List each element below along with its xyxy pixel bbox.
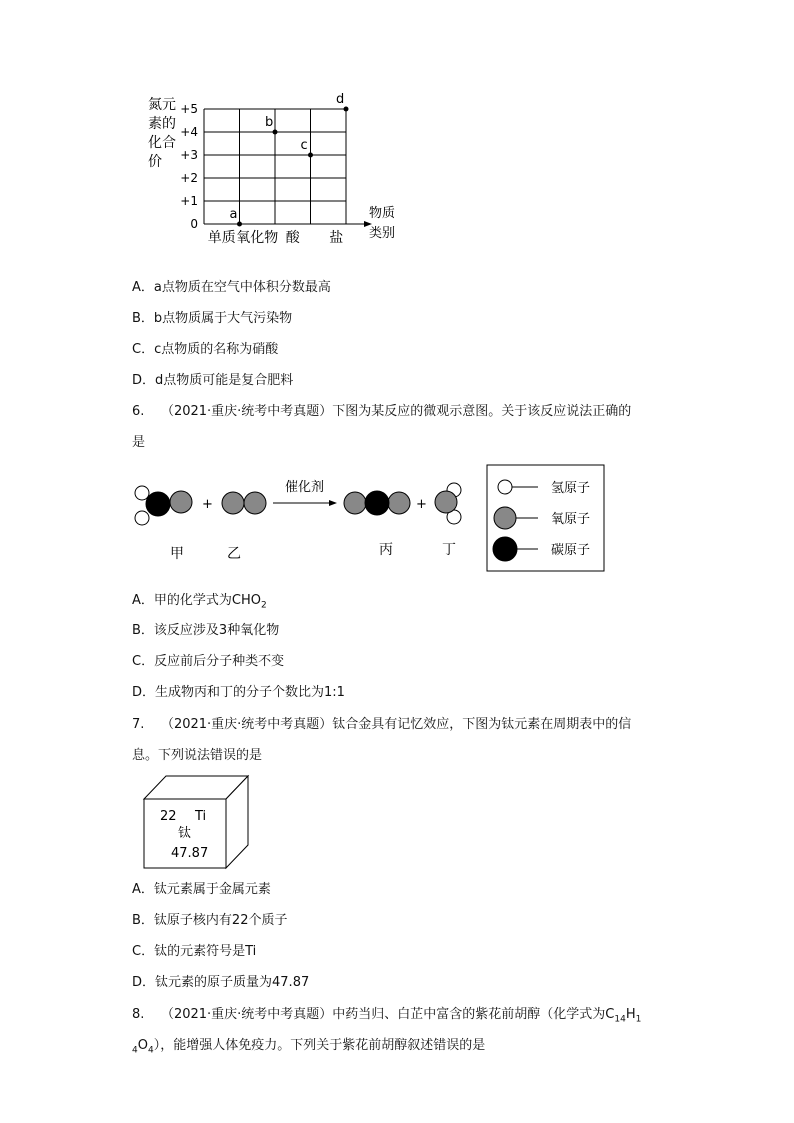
q7-option-d: D．钛元素的原子质量为47.87 <box>132 975 310 990</box>
q8-stem: 8. （2021·重庆·统考中考真题）中药当归、白芷中富含的紫花前胡醇（化学式为$C_{14}H_1$ <box>132 1007 642 1025</box>
q6-stem-cont: 是 <box>132 435 146 450</box>
molecule-jia <box>135 486 192 525</box>
molecule-ding <box>435 483 461 524</box>
x-category-label: 氧化物 <box>236 230 279 246</box>
y-axis-label-line: 氮元 <box>148 97 176 113</box>
data-point-a <box>237 222 242 227</box>
x-category-label: 单质 <box>207 230 236 246</box>
q5-option-c: C．c点物质的名称为硝酸 <box>132 342 279 357</box>
oxygen-atom-icon <box>494 507 516 529</box>
legend-oxygen: 氧原子 <box>551 512 591 527</box>
element-symbol: Ti <box>195 809 207 824</box>
y-tick-label: +1 <box>180 194 198 208</box>
q7-option-c: C．钛的元素符号是Ti <box>132 944 257 959</box>
y-tick-label: +2 <box>180 171 198 185</box>
q7-option-a: A．钛元素属于金属元素 <box>132 882 271 897</box>
molecule-bing <box>344 491 410 515</box>
arrow-head-icon <box>329 500 337 506</box>
nitrogen-valence-chart <box>130 85 410 250</box>
catalyst-label: 催化剂 <box>285 480 325 495</box>
data-point-label: d <box>336 92 345 107</box>
chart-y-ticks <box>180 102 198 231</box>
q5-option-b: B．b点物质属于大气污染物 <box>132 311 293 326</box>
y-axis-label-line: 素的 <box>148 116 176 132</box>
data-point-label: a <box>229 207 238 222</box>
legend-hydrogen: 氢原子 <box>551 481 591 496</box>
q6-option-a: A．甲的化学式为$CHO_2$ <box>132 593 267 611</box>
q6-option-c: C．反应前后分子种类不变 <box>132 654 285 669</box>
data-point-label: c <box>300 138 308 153</box>
reaction-diagram <box>130 462 610 577</box>
chart-x-categories <box>208 229 344 246</box>
element-atomic-number: 22 <box>160 809 177 824</box>
q8-stem-cont: $_4O_4$），能增强人体免疫力。下列关于紫花前胡醇叙述错误的是 <box>132 1038 486 1056</box>
chart-points <box>230 92 349 227</box>
y-tick-label: +5 <box>180 102 198 116</box>
y-tick-label: 0 <box>190 217 198 231</box>
hydrogen-atom-icon <box>498 480 512 494</box>
y-tick-label: +3 <box>180 148 198 162</box>
x-axis-label-line: 类别 <box>369 226 396 241</box>
chart-y-axis-label <box>148 97 176 170</box>
label-ding: 丁 <box>442 542 456 558</box>
data-point-label: b <box>265 115 274 130</box>
atom-legend <box>487 465 604 571</box>
q7-stem-cont: 息。下列说法错误的是 <box>132 748 263 763</box>
molecule-yi <box>222 492 266 514</box>
plus-sign-1: + <box>202 497 213 512</box>
data-point-b <box>273 130 278 135</box>
titanium-element-cube <box>140 772 255 872</box>
data-point-d <box>344 107 349 112</box>
q7-option-b: B．钛原子核内有22个质子 <box>132 913 288 928</box>
plus-sign-2: + <box>416 497 427 512</box>
q5-option-d: D．d点物质可能是复合肥料 <box>132 373 294 388</box>
legend-carbon: 碳原子 <box>551 543 591 558</box>
y-tick-label: +4 <box>180 125 198 139</box>
label-jia: 甲 <box>170 546 184 562</box>
q6-stem: 6. （2021·重庆·统考中考真题）下图为某反应的微观示意图。关于该反应说法正确的 <box>132 404 632 419</box>
label-bing: 丙 <box>379 542 393 558</box>
element-name: 钛 <box>178 826 192 841</box>
q5-option-a: A．a点物质在空气中体积分数最高 <box>132 280 331 295</box>
q6-option-d: D．生成物丙和丁的分子个数比为1:1 <box>132 685 345 700</box>
y-axis-label-line: 价 <box>148 154 162 170</box>
q6-option-b: B．该反应涉及3种氧化物 <box>132 623 280 638</box>
q7-stem: 7. （2021·重庆·统考中考真题）钛合金具有记忆效应，下图为钛元素在周期表中的信 <box>132 717 632 732</box>
element-mass: 47.87 <box>171 846 209 861</box>
carbon-atom-icon <box>493 537 517 561</box>
label-yi: 乙 <box>227 546 241 562</box>
data-point-c <box>308 153 313 158</box>
y-axis-label-line: 化合 <box>148 135 176 151</box>
x-axis-label-line: 物质 <box>369 206 396 221</box>
chart-x-axis-label <box>369 205 395 241</box>
x-category-label: 盐 <box>329 230 344 246</box>
x-category-label: 酸 <box>285 230 300 246</box>
